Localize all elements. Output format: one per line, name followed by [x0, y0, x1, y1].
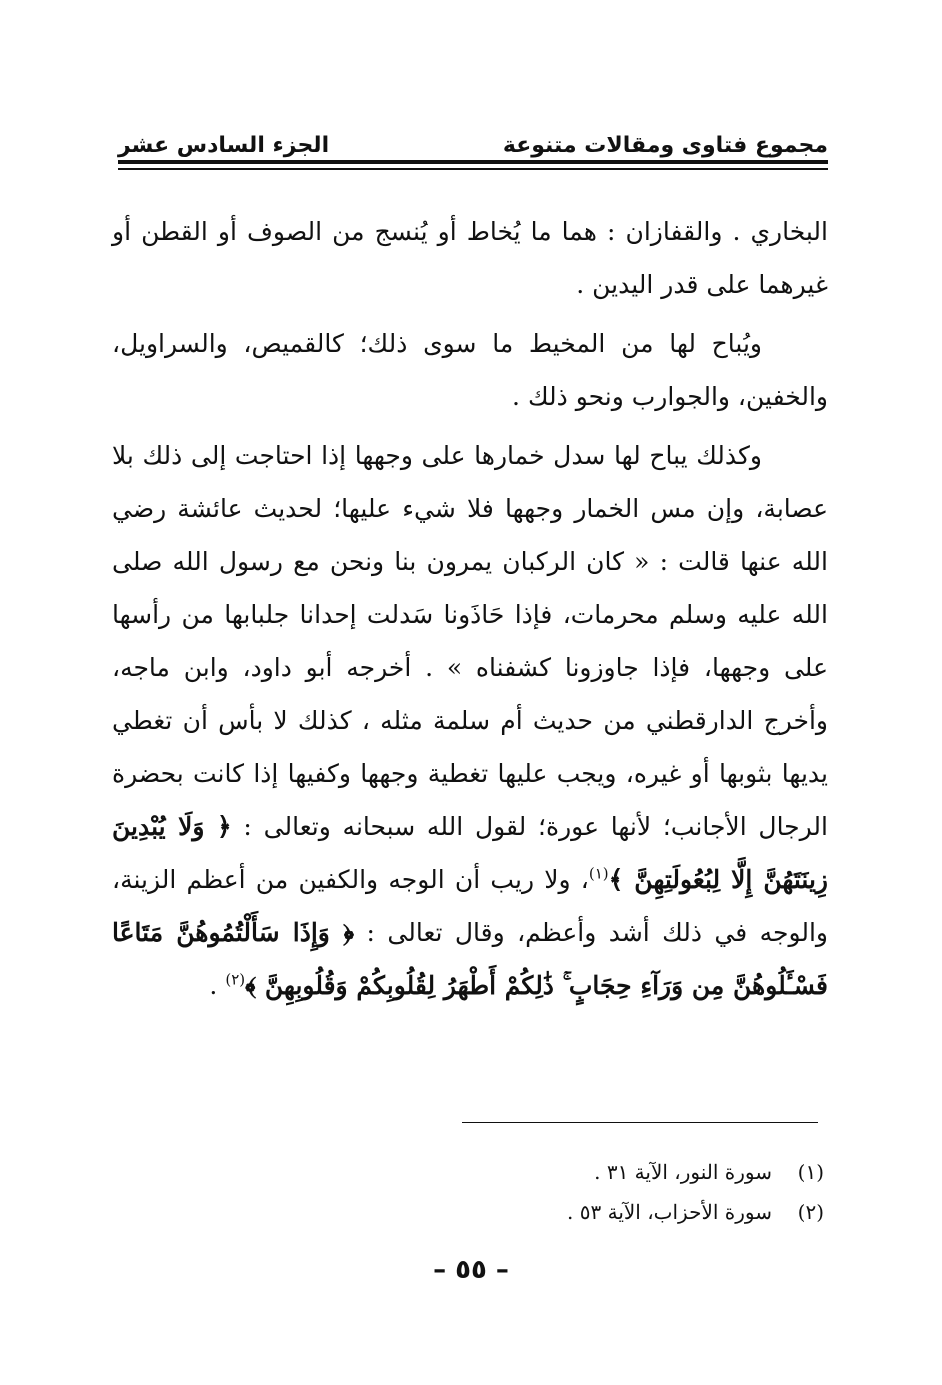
quran-verse: ﴿ وَإِذَا سَأَلْتُمُوهُنَّ مَتَاعًا فَسْـَٔلُوهُنَّ مِن وَرَآءِ حِجَابٍ ۚ ذَٰلِكُمْ أَطْهَرُ لِقُلُوبِكُمْ وَقُلُوبِهِنَّ ﴾	[112, 918, 828, 1000]
text-run: وكذلك يباح لها سدل خمارها على وجهها إذا احتاجت إلى ذلك بلا عصابة، وإن مس الخمار وجهها فلا شيء عليها؛ لحديث عائشة رضي الله عنها قالت : « كان الركبان يمرون بنا ونحن مع رسول الله صلى الله عليه وسلم محرمات، فإذا حَاذَونا سَدلت إحدانا جلبابها من رأسها على وجهها، فإذا جاوزونا كشفناه » . أخرجه أبو داود، وابن ماجه، وأخرج الدارقطني من حديث أم سلمة مثله ، كذلك لا بأس أن تغطي يديها بثوبها أو غيره، ويجب عليها تغطية وجهها وكفيها إذا كانت بحضرة الرجال الأجانب؛ لأنها عورة؛ لقول الله سبحانه وتعالى :	[112, 441, 828, 841]
text-run: ، ولا ريب أن الوجه والكفين من أعظم الزينة، والوجه في ذلك أشد وأعظم، وقال تعالى :	[112, 865, 828, 947]
text-run: البخاري . والقفازان : هما ما يُخاط أو يُنسج من الصوف أو القطن أو غيرهما على قدر اليدين .	[112, 217, 828, 299]
footnote-text: سورة النور، الآية ٣١ .	[594, 1160, 772, 1184]
volume-label: الجزء السادس عشر	[118, 133, 330, 158]
text-run: .	[209, 971, 226, 1000]
footnote-number: (١)	[797, 1160, 824, 1184]
paragraph	[112, 205, 828, 311]
paragraph	[112, 429, 828, 1012]
footnotes	[400, 1152, 824, 1232]
paragraph	[112, 317, 828, 423]
footnote-separator	[462, 1122, 818, 1123]
footnote-reference: (١)	[588, 864, 609, 883]
footnote-reference: (٢)	[225, 970, 246, 989]
footnote-item	[400, 1152, 824, 1192]
running-header	[118, 118, 828, 158]
footnote-number: (٢)	[797, 1200, 824, 1224]
header-rule-thin	[118, 168, 828, 170]
text-run: ويُباح لها من المخيط ما سوى ذلك؛ كالقميص، والسراويل، والخفين، والجوارب ونحو ذلك .	[112, 329, 828, 411]
header-rule-thick	[118, 160, 828, 164]
footnote-item	[400, 1192, 824, 1232]
body-text	[112, 205, 828, 1018]
page-number: – ٥٥ –	[433, 1255, 509, 1285]
quran-verse: ﴿ وَلَا يُبْدِينَ زِينَتَهُنَّ إِلَّا لِبُعُولَتِهِنَّ ﴾	[112, 812, 828, 894]
book-title: مجموع فتاوى ومقالات متنوعة	[502, 133, 828, 158]
footnote-text: سورة الأحزاب، الآية ٥٣ .	[567, 1200, 772, 1224]
